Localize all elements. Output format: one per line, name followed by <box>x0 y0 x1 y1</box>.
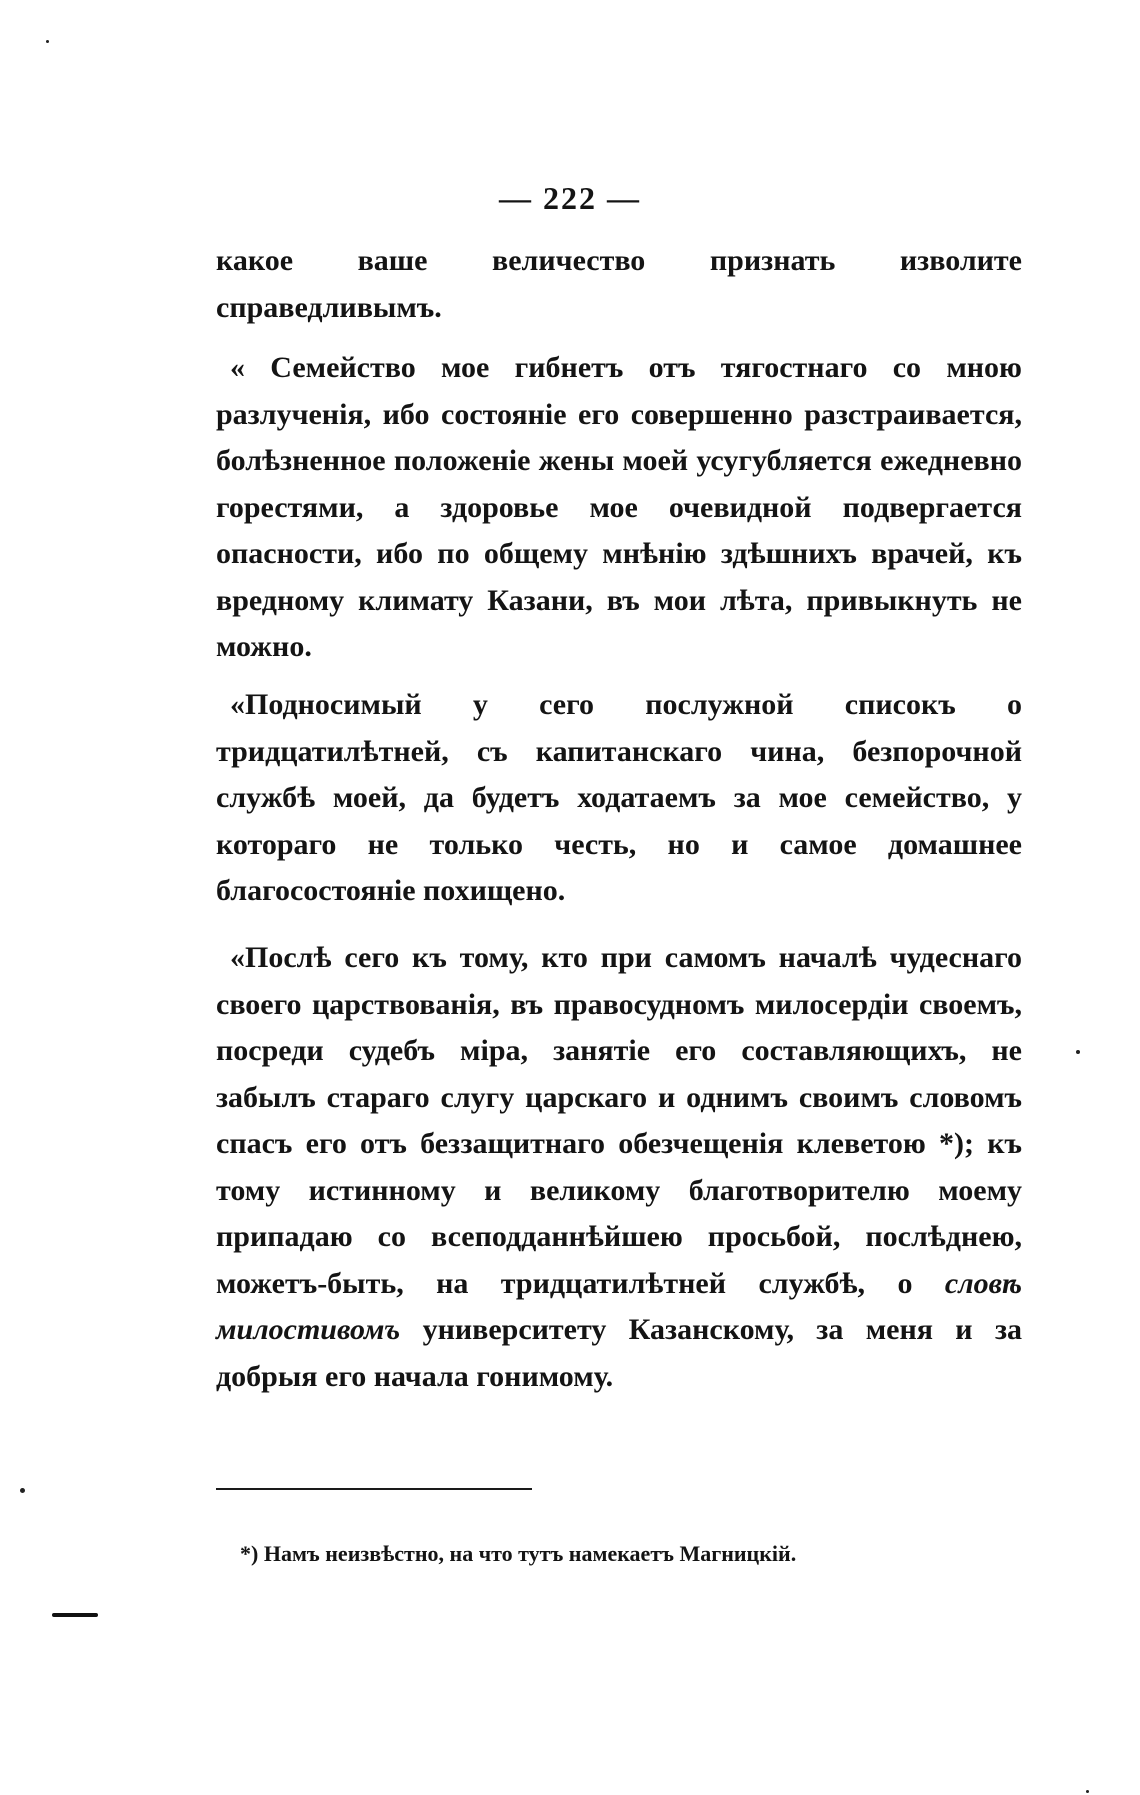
opening-text <box>216 238 1022 331</box>
margin-mark <box>52 1613 98 1617</box>
scan-speck <box>46 40 49 43</box>
paragraph-family <box>216 345 1022 671</box>
paragraph-3-before: «Послѣ сего къ тому, кто при самомъ началѣ чудеснаго своего царствованія, въ правосудномъ милосердіи своемъ, посреди судебъ міра, занятіе его составляющихъ, не забылъ стараго слугу царскаго и однимъ своимъ словомъ спасъ его отъ беззащитнаго обезчещенія клеветою *); къ тому истинному и великому благотворителю моему припадаю со всеподданнѣйшею просьбой, послѣднею, можетъ-быть, на тридцатилѣтней службѣ, о <box>216 941 1022 1300</box>
scan-speck <box>20 1488 25 1493</box>
paragraph-service-record <box>216 682 1022 915</box>
footnote-divider <box>216 1488 532 1490</box>
paragraph-3-after: университету Казанскому, за меня и за добрыя его начала гонимому. <box>216 1313 1022 1393</box>
paragraph-petition <box>216 935 1022 1400</box>
opening-paragraph: какое ваше величество признать изволите справедливымъ. <box>216 244 1022 324</box>
page-number: — 222 — <box>499 180 641 216</box>
paragraph-3-emphasis: словѣ милостивомъ <box>216 1266 1022 1346</box>
paragraph-3 <box>216 935 1022 1400</box>
scan-speck <box>1076 1050 1080 1054</box>
scan-speck <box>1086 1790 1089 1793</box>
paragraph-2: «Подносимый у сего послужной списокъ о тридцатилѣтней, съ капитанскаго чина, безпорочной службѣ моей, да будетъ ходатаемъ за мое семейство, у котораго не только честь, но и самое домашнее благосостояніе похищено. <box>216 688 1022 907</box>
footnote: *) Намъ неизвѣстно, на что тутъ намекаетъ Магницкій. <box>240 1541 797 1566</box>
paragraph-1: « Семейство мое гибнетъ отъ тягостнаго со мною разлученія, ибо состояніе его совершенно разстраивается, болѣзненное положеніе жены моей усугубляется ежедневно горестями, а здоровье мое очевидной подвергается опасности, ибо по общему мнѣнію здѣшнихъ врачей, къ вредному климату Казани, въ мои лѣта, привыкнуть не можно. <box>216 351 1022 663</box>
